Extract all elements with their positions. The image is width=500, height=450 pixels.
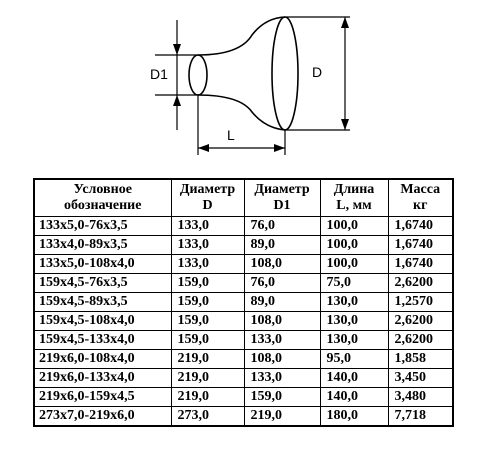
- cell-designation: 159x4,5-89x3,5: [34, 293, 171, 312]
- cell-length: 130,0: [320, 331, 388, 350]
- reducer-outline-top: [198, 17, 285, 55]
- cell-diameter-d: 159,0: [171, 293, 244, 312]
- cell-mass: 1,6740: [388, 255, 453, 274]
- cell-diameter-d1: 76,0: [244, 274, 320, 293]
- header-diameter-d: Диаметр D: [171, 179, 244, 217]
- d-arrow-top: [341, 17, 349, 28]
- table-row: [34, 331, 453, 350]
- cell-mass: 1,6740: [388, 236, 453, 255]
- cell-diameter-d1: 89,0: [244, 236, 320, 255]
- cell-mass: 2,6200: [388, 274, 453, 293]
- table-row: [34, 293, 453, 312]
- cell-length: 140,0: [320, 369, 388, 388]
- cell-diameter-d1: 108,0: [244, 312, 320, 331]
- reducer-drawing: [0, 0, 500, 175]
- cell-designation: 219x6,0-159x4,5: [34, 388, 171, 407]
- cell-diameter-d: 219,0: [171, 369, 244, 388]
- cell-length: 180,0: [320, 407, 388, 427]
- cell-diameter-d1: 89,0: [244, 293, 320, 312]
- cell-length: 130,0: [320, 293, 388, 312]
- cell-designation: 133x5,0-76x3,5: [34, 217, 171, 236]
- cell-diameter-d: 219,0: [171, 388, 244, 407]
- large-end-ellipse: [272, 17, 298, 130]
- cell-diameter-d: 133,0: [171, 255, 244, 274]
- cell-length: 100,0: [320, 236, 388, 255]
- cell-designation: 159x4,5-108x4,0: [34, 312, 171, 331]
- l-arrow-right: [274, 144, 285, 152]
- l-label: L: [227, 127, 235, 143]
- table-row: [34, 312, 453, 331]
- table-row: [34, 350, 453, 369]
- cell-diameter-d: 273,0: [171, 407, 244, 427]
- reducer-outline-bottom: [198, 95, 285, 130]
- table-row: [34, 236, 453, 255]
- header-mass: Масса кг: [388, 179, 453, 217]
- l-arrow-left: [198, 144, 209, 152]
- table-row: [34, 217, 453, 236]
- cell-diameter-d: 133,0: [171, 217, 244, 236]
- cell-mass: 7,718: [388, 407, 453, 427]
- d1-arrow-top: [173, 44, 181, 55]
- d1-arrow-bottom: [173, 95, 181, 106]
- d-label: D: [312, 64, 323, 80]
- cell-diameter-d1: 76,0: [244, 217, 320, 236]
- table-row: [34, 407, 453, 427]
- table-row: [34, 255, 453, 274]
- cell-designation: 219x6,0-133x4,0: [34, 369, 171, 388]
- cell-diameter-d1: 108,0: [244, 350, 320, 369]
- cell-length: 140,0: [320, 388, 388, 407]
- cell-diameter-d1: 219,0: [244, 407, 320, 427]
- reducer-spec-table: [33, 178, 454, 427]
- cell-length: 130,0: [320, 312, 388, 331]
- cell-diameter-d: 159,0: [171, 312, 244, 331]
- cell-diameter-d1: 108,0: [244, 255, 320, 274]
- d-arrow-bottom: [341, 119, 349, 130]
- cell-designation: 273x7,0-219x6,0: [34, 407, 171, 427]
- cell-designation: 159x4,5-76x3,5: [34, 274, 171, 293]
- cell-mass: 1,2570: [388, 293, 453, 312]
- cell-mass: 1,6740: [388, 217, 453, 236]
- table-row: [34, 369, 453, 388]
- cell-length: 95,0: [320, 350, 388, 369]
- cell-diameter-d: 159,0: [171, 331, 244, 350]
- cell-diameter-d1: 133,0: [244, 331, 320, 350]
- cell-mass: 3,480: [388, 388, 453, 407]
- cell-diameter-d: 219,0: [171, 350, 244, 369]
- cell-length: 75,0: [320, 274, 388, 293]
- d1-label: D1: [150, 66, 168, 82]
- cell-designation: 133x5,0-108x4,0: [34, 255, 171, 274]
- cell-designation: 133x4,0-89x3,5: [34, 236, 171, 255]
- cell-length: 100,0: [320, 217, 388, 236]
- cell-designation: 159x4,5-133x4,0: [34, 331, 171, 350]
- cell-mass: 2,6200: [388, 331, 453, 350]
- cell-diameter-d: 159,0: [171, 274, 244, 293]
- cell-diameter-d1: 133,0: [244, 369, 320, 388]
- cell-mass: 3,450: [388, 369, 453, 388]
- table-row: [34, 274, 453, 293]
- cell-mass: 2,6200: [388, 312, 453, 331]
- cell-diameter-d: 133,0: [171, 236, 244, 255]
- header-diameter-d1: Диаметр D1: [244, 179, 320, 217]
- cell-mass: 1,858: [388, 350, 453, 369]
- header-designation: Условное обозначение: [34, 179, 171, 217]
- table-header-row: [34, 179, 453, 217]
- small-end-ellipse: [189, 55, 207, 95]
- cell-diameter-d1: 159,0: [244, 388, 320, 407]
- cell-length: 100,0: [320, 255, 388, 274]
- header-length: Длина L, мм: [320, 179, 388, 217]
- table-row: [34, 388, 453, 407]
- cell-designation: 219x6,0-108x4,0: [34, 350, 171, 369]
